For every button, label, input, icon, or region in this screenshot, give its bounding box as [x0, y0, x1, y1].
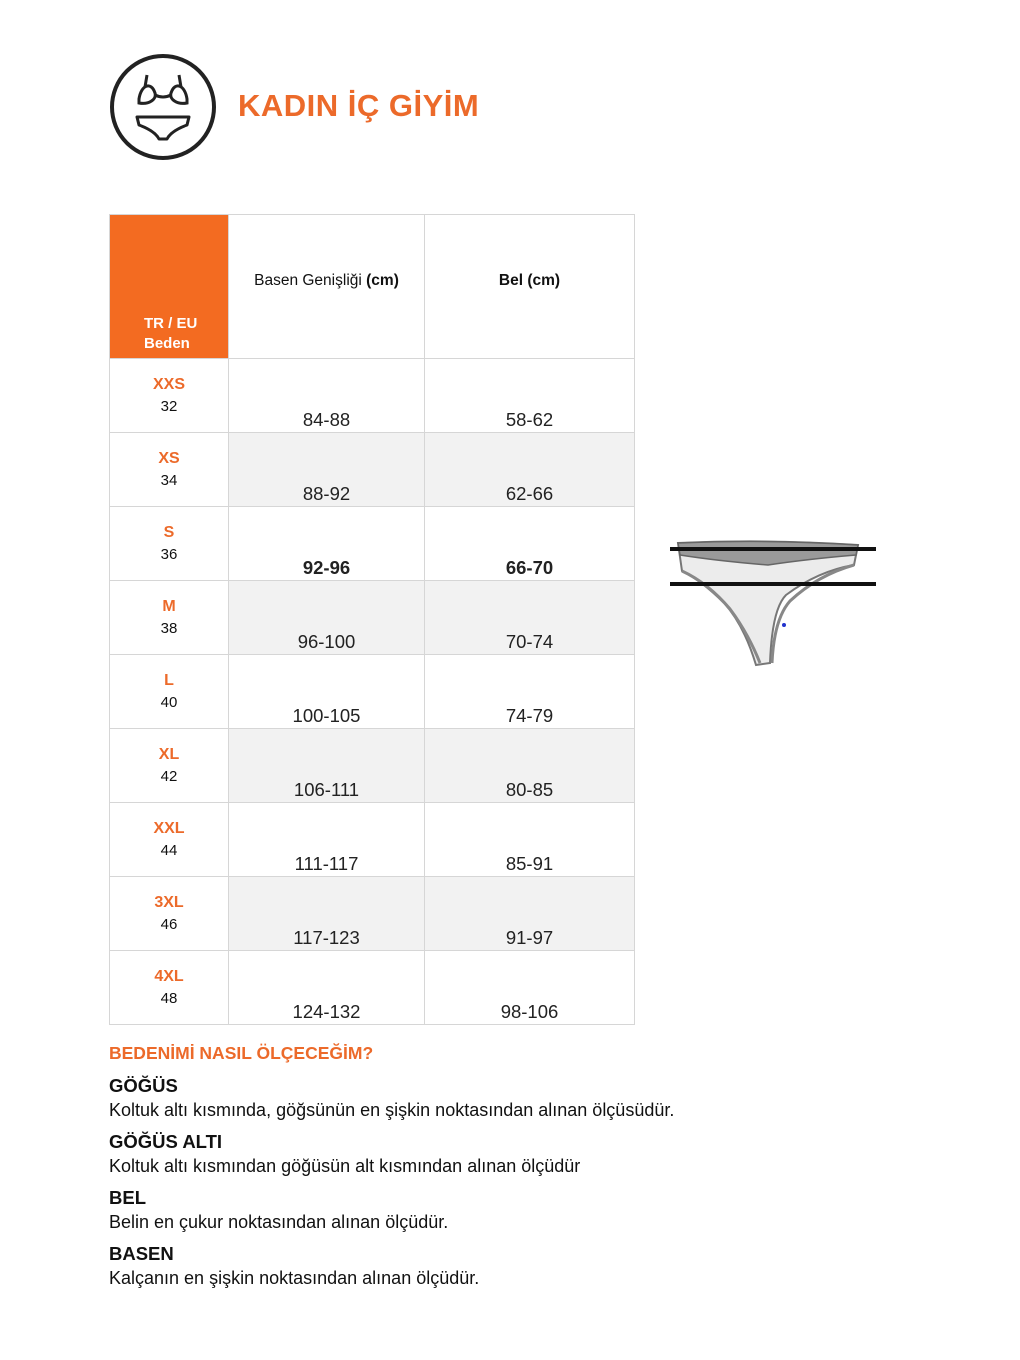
lingerie-icon — [109, 53, 217, 161]
guide-item-title: BASEN — [109, 1243, 174, 1264]
hip-value-cell — [229, 433, 425, 507]
waist-value: 66-70 — [505, 557, 554, 578]
guide-item-title: GÖĞÜS — [109, 1075, 178, 1096]
hip-value-cell — [229, 655, 425, 729]
guide-item-title: GÖĞÜS ALTI — [109, 1131, 223, 1152]
waist-value: 70-74 — [505, 631, 554, 652]
eu-size: 48 — [160, 989, 178, 1007]
size-cell — [110, 581, 229, 655]
waist-value-cell — [425, 507, 635, 581]
hip-value-cell — [229, 581, 425, 655]
size-label: XS — [158, 449, 180, 467]
measurement-guide — [109, 1043, 809, 1298]
size-table — [109, 214, 635, 1025]
hip-value-cell — [229, 803, 425, 877]
guide-item-title: BEL — [109, 1187, 146, 1208]
eu-size: 44 — [160, 841, 178, 859]
hip-value-cell — [229, 877, 425, 951]
waist-value-cell — [425, 359, 635, 433]
size-cell — [110, 803, 229, 877]
table-row — [110, 729, 635, 803]
hip-value-cell — [229, 951, 425, 1025]
size-column-header: TR / EU Beden — [110, 215, 229, 359]
eu-size: 46 — [160, 915, 178, 933]
table-row — [110, 507, 635, 581]
size-cell — [110, 655, 229, 729]
guide-item-description: Koltuk altı kısmından göğüsün alt kısmından alınan ölçüdür — [109, 1156, 581, 1176]
size-label: S — [163, 523, 175, 541]
page-title: KADIN İÇ GİYİM — [238, 88, 480, 123]
hip-value: 100-105 — [292, 705, 361, 726]
waist-value: 98-106 — [500, 1001, 559, 1022]
hip-value: 96-100 — [297, 631, 356, 652]
guide-item-description: Belin en çukur noktasından alınan ölçüdür. — [109, 1212, 449, 1232]
size-label: 4XL — [154, 967, 184, 985]
size-cell — [110, 877, 229, 951]
guide-item-description: Kalçanın en şişkin noktasından alınan ölçüdür. — [109, 1268, 480, 1288]
hip-value: 84-88 — [302, 409, 351, 430]
waist-value-cell — [425, 655, 635, 729]
waist-value: 62-66 — [505, 483, 554, 504]
table-row — [110, 359, 635, 433]
size-label: XXS — [152, 375, 185, 393]
hip-value: 124-132 — [292, 1001, 361, 1022]
hip-value-cell — [229, 507, 425, 581]
table-header-row — [110, 215, 635, 359]
waist-value: 91-97 — [505, 927, 554, 948]
waist-value: 80-85 — [505, 779, 554, 800]
table-row — [110, 655, 635, 729]
eu-size: 40 — [160, 693, 178, 711]
hip-value: 106-111 — [293, 779, 360, 800]
table-row — [110, 951, 635, 1025]
size-cell — [110, 507, 229, 581]
size-label: 3XL — [154, 893, 184, 911]
waist-value: 85-91 — [505, 853, 554, 874]
size-cell — [110, 433, 229, 507]
eu-size: 32 — [160, 397, 178, 415]
table-row — [110, 877, 635, 951]
size-cell — [110, 359, 229, 433]
waist-value-cell — [425, 951, 635, 1025]
eu-size: 38 — [160, 619, 178, 637]
waist-column-header: Bel (cm) — [425, 215, 635, 359]
eu-size: 36 — [160, 545, 178, 563]
hip-value: 88-92 — [302, 483, 351, 504]
hip-value: 92-96 — [302, 557, 351, 578]
table-row — [110, 433, 635, 507]
hip-value-cell — [229, 359, 425, 433]
hip-value-cell — [229, 729, 425, 803]
size-cell — [110, 951, 229, 1025]
waist-value-cell — [425, 729, 635, 803]
size-label: L — [164, 671, 174, 689]
waist-value: 58-62 — [505, 409, 554, 430]
eu-size: 42 — [160, 767, 178, 785]
eu-size: 34 — [160, 471, 178, 489]
waist-value-cell — [425, 433, 635, 507]
hip-value: 117-123 — [293, 927, 360, 948]
size-cell — [110, 729, 229, 803]
size-label: XXL — [153, 819, 185, 837]
hip-value: 111-117 — [294, 853, 359, 874]
guide-heading: BEDENİMİ NASIL ÖLÇECEĞİM? — [109, 1043, 374, 1063]
waist-value-cell — [425, 877, 635, 951]
waist-value-cell — [425, 803, 635, 877]
guide-item-description: Koltuk altı kısmında, göğsünün en şişkin noktasından alınan ölçüsüdür. — [109, 1100, 675, 1120]
waist-value-cell — [425, 581, 635, 655]
panty-measurement-diagram — [668, 535, 880, 670]
size-label: XL — [158, 745, 180, 763]
waist-value: 74-79 — [505, 705, 554, 726]
table-row — [110, 581, 635, 655]
table-row — [110, 803, 635, 877]
size-label: M — [162, 597, 176, 615]
hip-column-header: Basen Genişliği (cm) — [229, 215, 425, 359]
